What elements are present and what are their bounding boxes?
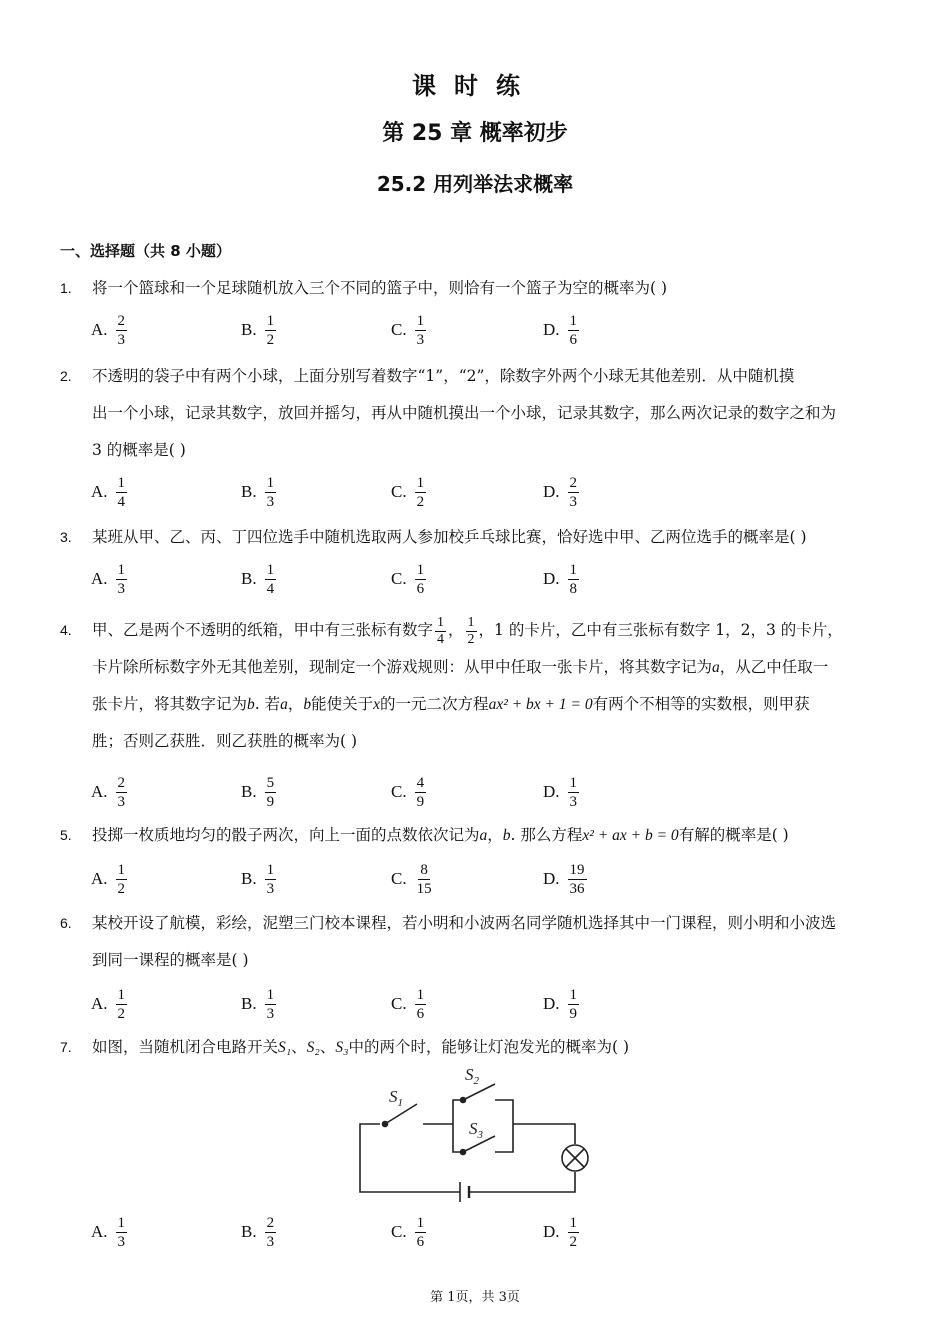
question-number: 6. (60, 915, 72, 931)
option-label: B. (241, 994, 257, 1013)
question-text-line (92, 649, 900, 686)
question-text-line (92, 1029, 900, 1066)
text-fragment: 卡片除所标数字外无其他差别，现制定一个游戏规则：从甲中任取一张卡片，将其数字记为 (92, 658, 713, 676)
option-b (241, 557, 276, 601)
option-a (91, 1210, 127, 1254)
option-fraction: $\frac{1}{8}$ (569, 561, 578, 597)
wire-left-bottom (360, 1124, 460, 1192)
math-var: b (247, 696, 255, 713)
branch-left-top (453, 1100, 463, 1124)
option-c (391, 308, 426, 352)
option-a (91, 982, 127, 1026)
option-label: C. (391, 569, 407, 588)
option-fraction: $\frac{1}{3}$ (569, 774, 578, 810)
option-label: B. (241, 482, 257, 501)
math-var: x (373, 696, 381, 713)
options-q7 (91, 1210, 891, 1254)
option-label: A. (91, 1222, 108, 1241)
option-label: D. (543, 994, 560, 1013)
option-fraction: $\frac{1}{3}$ (117, 1214, 126, 1250)
label-s2: $S_2$ (465, 1065, 479, 1087)
option-label: B. (241, 869, 257, 888)
option-b (241, 308, 276, 352)
option-a (91, 770, 127, 814)
option-label: A. (91, 782, 108, 801)
option-fraction: $\frac{1}{6}$ (416, 1214, 425, 1250)
option-d (543, 557, 579, 601)
option-fraction: $\frac{1}{3}$ (266, 474, 275, 510)
wire-right-bottom (470, 1172, 575, 1192)
question-text: 某班从甲、乙、丙、丁四位选手中随机选取两人参加校乒乓球比赛，恰好选中甲、乙两位选手的概率是( ) (92, 528, 807, 546)
question-1 (60, 270, 900, 307)
text-fragment: 有两个不相等的实数根，则甲获 (592, 695, 810, 713)
question-number: 3. (60, 529, 72, 545)
question-number: 4. (60, 622, 72, 638)
page-footer: 第 1页，共 3页 (430, 1290, 520, 1305)
text-fragment: 的一元二次方程 (380, 695, 489, 713)
options-q2 (91, 470, 891, 514)
question-number: 7. (60, 1039, 72, 1055)
question-number: 1. (60, 280, 72, 296)
option-fraction: $\frac{1}{2}$ (117, 861, 126, 897)
options-q6 (91, 982, 891, 1026)
option-b (241, 857, 276, 901)
option-label: C. (391, 482, 407, 501)
question-text-line: 胜；否则乙获胜．则乙获胜的概率为( ) (92, 732, 358, 750)
option-fraction: $\frac{19}{36}$ (569, 861, 585, 897)
text-fragment: ，1 的卡片，乙中有三张标有数字 1，2，3 的卡片， (478, 621, 843, 639)
math-var: S₂ (306, 1039, 320, 1056)
text-fragment: 张卡片，将其数字记为 (92, 695, 248, 713)
option-fraction: $\frac{8}{15}$ (416, 861, 432, 897)
math-var: a (479, 827, 488, 844)
option-c (391, 1210, 426, 1254)
section-title: 25.2 用列举法求概率 (376, 172, 574, 196)
option-d (543, 308, 579, 352)
question-3 (60, 519, 900, 556)
option-label: D. (543, 320, 560, 339)
option-fraction: $\frac{2}{3}$ (117, 312, 126, 348)
option-label: B. (241, 320, 257, 339)
question-text-line (92, 817, 900, 854)
options-q4 (91, 770, 891, 814)
option-fraction: $\frac{1}{3}$ (117, 561, 126, 597)
option-b (241, 770, 276, 814)
circuit-diagram (345, 1062, 605, 1208)
option-label: C. (391, 994, 407, 1013)
option-a (91, 308, 127, 352)
math-var: a (712, 659, 720, 676)
option-label: B. (241, 782, 257, 801)
option-label: C. (391, 869, 407, 888)
option-label: A. (91, 994, 108, 1013)
option-b (241, 982, 276, 1026)
fraction: $\frac{1}{4}$ (437, 614, 445, 647)
option-fraction: $\frac{2}{3}$ (266, 1214, 275, 1250)
option-fraction: $\frac{1}{2}$ (416, 474, 425, 510)
text-fragment: 甲、乙是两个不透明的纸箱，甲中有三张标有数字 (92, 621, 434, 639)
section-heading: 一、选择题（共 8 小题） (60, 242, 231, 260)
label-s3: $S_3$ (469, 1119, 483, 1141)
question-number: 5. (60, 827, 72, 843)
option-fraction: $\frac{4}{9}$ (416, 774, 425, 810)
text-fragment: 能使关于 (311, 695, 374, 713)
question-7 (60, 1029, 900, 1066)
option-c (391, 857, 434, 901)
chapter-title: 第 25 章 概率初步 (382, 121, 568, 146)
option-fraction: $\frac{1}{6}$ (416, 561, 425, 597)
question-2 (60, 358, 900, 469)
option-label: A. (91, 869, 108, 888)
switch-s2-blade (463, 1084, 495, 1100)
option-d (543, 857, 587, 901)
option-b (241, 1210, 276, 1254)
equation: ax² + bx + 1 = 0 (488, 696, 593, 713)
option-b (241, 470, 276, 514)
option-label: B. (241, 569, 257, 588)
option-label: B. (241, 1222, 257, 1241)
text-fragment: 、 (291, 1038, 307, 1056)
option-fraction: $\frac{1}{2}$ (266, 312, 275, 348)
branch-right (495, 1100, 513, 1152)
equation: x² + ax + b = 0 (582, 827, 679, 844)
options-q1 (91, 308, 891, 352)
options-q3 (91, 557, 891, 601)
option-fraction: $\frac{1}{2}$ (117, 986, 126, 1022)
text-fragment: 有解的概率是( ) (678, 826, 789, 844)
option-d (543, 982, 579, 1026)
question-text-line (92, 612, 900, 649)
option-c (391, 470, 426, 514)
option-fraction: $\frac{1}{9}$ (569, 986, 578, 1022)
option-a (91, 470, 127, 514)
question-text-line: 不透明的袋子中有两个小球，上面分别写着数字“1”，“2”，除数字外两个小球无其他差别．从中随机摸 (92, 367, 795, 385)
math-var: b (303, 696, 312, 713)
options-q5 (91, 857, 891, 901)
option-d (543, 1210, 579, 1254)
option-fraction: $\frac{1}{3}$ (266, 986, 275, 1022)
question-5 (60, 817, 900, 854)
math-var: a (280, 696, 288, 713)
option-c (391, 982, 426, 1026)
worksheet-title: 课时练 (412, 72, 538, 100)
option-label: A. (91, 569, 108, 588)
math-var: S₃ (335, 1039, 349, 1056)
option-label: D. (543, 569, 560, 588)
math-var: b (502, 827, 511, 844)
text-fragment: 投掷一枚质地均匀的骰子两次，向上一面的点数依次记为 (92, 826, 480, 844)
option-label: D. (543, 869, 560, 888)
option-fraction: $\frac{1}{4}$ (117, 474, 126, 510)
text-fragment: ，从乙中任取一 (719, 658, 829, 676)
question-text-line: 出一个小球，记录其数字，放回并摇匀，再从中随机摸出一个小球，记录其数字，那么两次记录的数字之和为 (92, 404, 837, 422)
option-c (391, 770, 426, 814)
option-fraction: $\frac{5}{9}$ (266, 774, 275, 810)
question-4 (60, 612, 900, 760)
fraction: $\frac{1}{2}$ (467, 614, 475, 647)
text-fragment: 中的两个时，能够让灯泡发光的概率为( ) (348, 1038, 629, 1056)
text-fragment: ， (448, 621, 464, 639)
text-fragment: . 那么方程 (510, 826, 583, 844)
question-text: 将一个篮球和一个足球随机放入三个不同的篮子中，则恰有一个篮子为空的概率为( ) (92, 279, 668, 297)
option-fraction: $\frac{1}{3}$ (266, 861, 275, 897)
question-6 (60, 905, 900, 979)
question-text-line (92, 686, 900, 723)
option-d (543, 470, 579, 514)
option-fraction: $\frac{2}{3}$ (117, 774, 126, 810)
option-fraction: $\frac{2}{3}$ (569, 474, 578, 510)
option-fraction: $\frac{1}{6}$ (416, 986, 425, 1022)
option-a (91, 857, 127, 901)
option-c (391, 557, 426, 601)
option-label: D. (543, 1222, 560, 1241)
text-fragment: ， (287, 695, 304, 713)
option-label: D. (543, 482, 560, 501)
option-fraction: $\frac{1}{6}$ (569, 312, 578, 348)
option-label: C. (391, 320, 407, 339)
option-label: A. (91, 320, 108, 339)
option-d (543, 770, 579, 814)
text-fragment: 如图，当随机闭合电路开关 (92, 1038, 279, 1056)
option-fraction: $\frac{1}{3}$ (416, 312, 425, 348)
math-var: S₁ (278, 1039, 292, 1056)
option-label: C. (391, 1222, 407, 1241)
wire-to-lamp (513, 1124, 575, 1144)
option-fraction: $\frac{1}{4}$ (266, 561, 275, 597)
question-text-line: 某校开设了航模，彩绘，泥塑三门校本课程，若小明和小波两名同学随机选择其中一门课程，则小明和小波选 (92, 914, 837, 932)
question-number: 2. (60, 368, 72, 384)
option-label: D. (543, 782, 560, 801)
question-text-line: 3 的概率是( ) (92, 441, 186, 459)
option-label: C. (391, 782, 407, 801)
option-fraction: $\frac{1}{2}$ (569, 1214, 578, 1250)
text-fragment: . 若 (254, 695, 281, 713)
text-fragment: ， (487, 826, 503, 844)
option-a (91, 557, 127, 601)
text-fragment: 、 (319, 1038, 336, 1056)
option-label: A. (91, 482, 108, 501)
question-text-line: 到同一课程的概率是( ) (92, 951, 249, 969)
branch-left-bottom (453, 1124, 463, 1152)
label-s1: $S_1$ (389, 1087, 403, 1109)
